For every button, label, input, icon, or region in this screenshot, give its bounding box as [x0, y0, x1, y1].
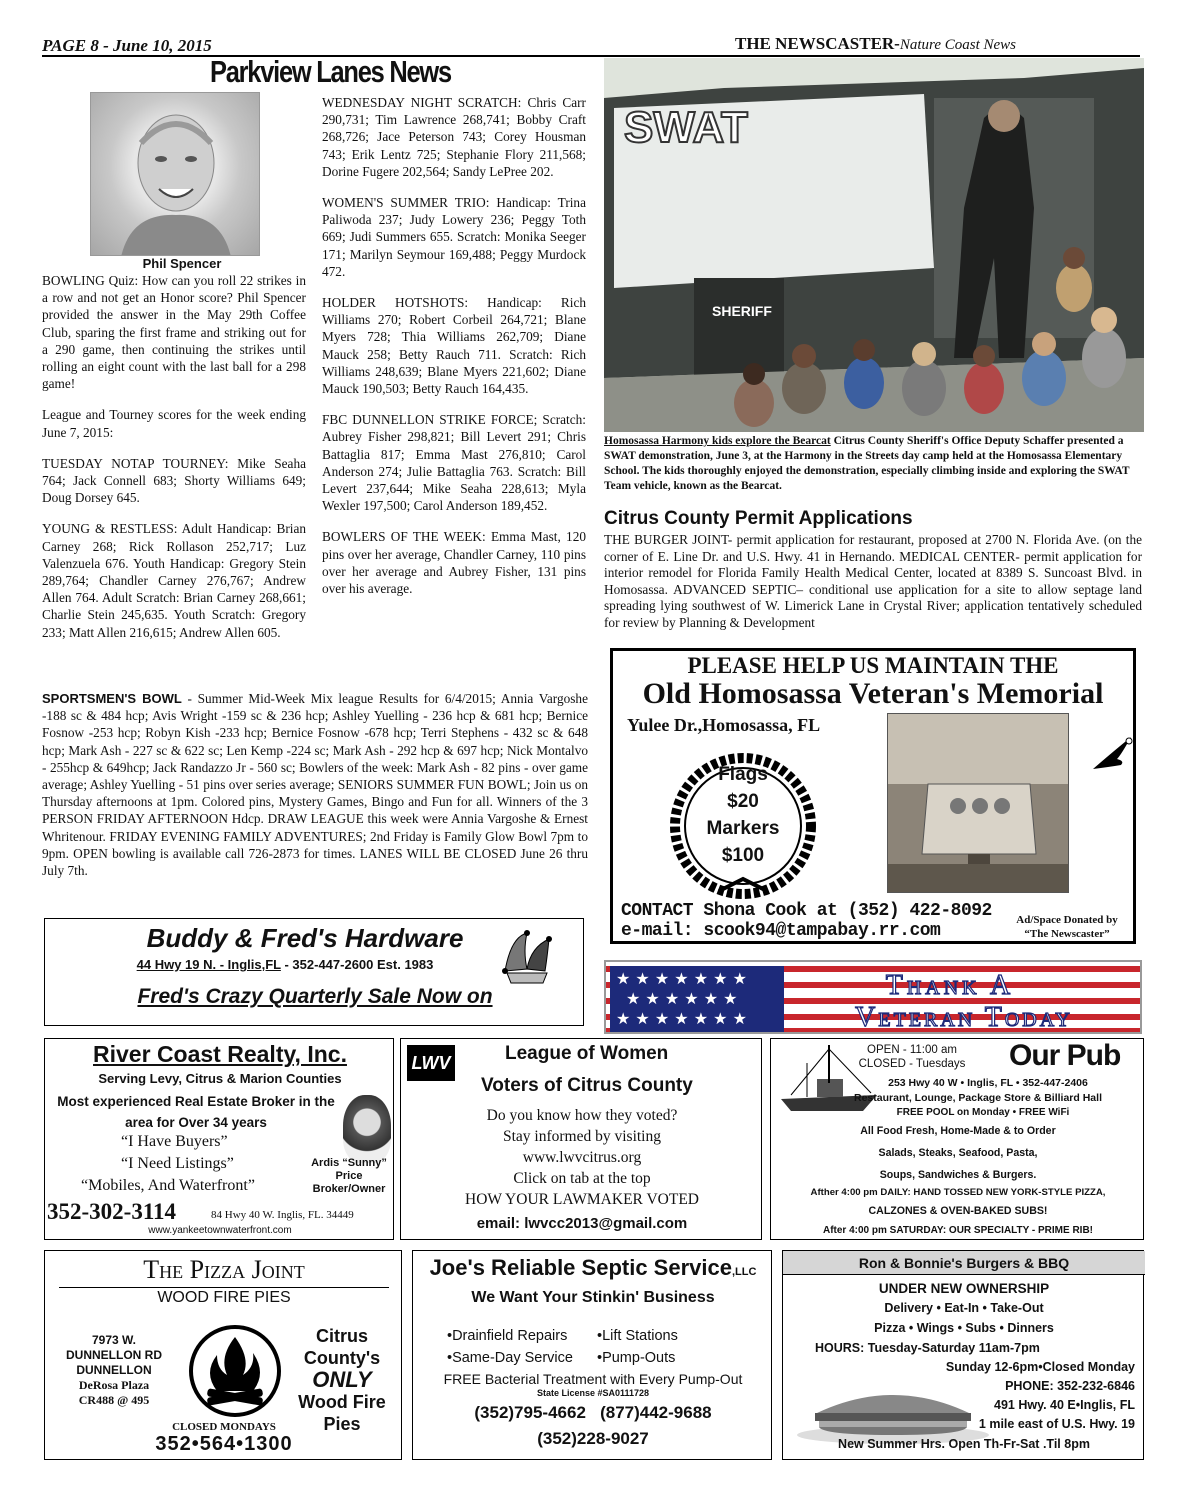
septic-service: •Same-Day Service — [447, 1350, 573, 1366]
hardware-street: 44 Hwy 19 N. - Inglis,FL — [136, 957, 281, 972]
lwv-body — [401, 1105, 763, 1210]
pizza-subtitle: WOOD FIRE PIES — [157, 1289, 291, 1306]
realty-quote: “I Have Buyers” — [121, 1133, 228, 1150]
realty-quote: “Mobiles, And Waterfront” — [81, 1177, 255, 1194]
paragraph: WEDNESDAY NIGHT SCRATCH: Chris Carr 290,731; Tim Lawrence 268,741; Bobby Craft 268,726; Jace Peterson 743; Corey Housman 743; Erik Lentz 725; Stephanie Flory 211,568; Dorine Fugere 202,564; Sandy LePree 202. — [322, 95, 586, 179]
lwv-website: www.lwvcitrus.org — [522, 1149, 642, 1166]
ron-line: Pizza • Wings • Subs • Dinners — [874, 1321, 1054, 1335]
lwv-line: Do you know how they voted? — [486, 1107, 678, 1124]
hardware-title: Buddy & Fred's Hardware — [146, 923, 464, 953]
septic-title — [413, 1255, 773, 1281]
septic-title-text: Joe's Reliable Septic Service — [429, 1255, 732, 1280]
septic-llc: ,LLC — [731, 1266, 757, 1278]
ron-hours: HOURS: Tuesday-Saturday 11am-7pm — [815, 1341, 1040, 1355]
pizza-joint-ad — [44, 1250, 402, 1460]
pub-line: FREE POOL on Monday • FREE WiFi — [896, 1107, 1070, 1118]
memorial-location: Yulee Dr.,Homosassa, FL — [627, 715, 821, 735]
pizza-address-line: DUNNELLON RD — [66, 1348, 162, 1362]
paragraph: League and Tourney scores for the week ending June 7, 2015: — [42, 407, 306, 440]
septic-service: •Pump-Outs — [597, 1350, 676, 1366]
pizza-phone: 352•564•1300 — [155, 1433, 293, 1455]
pub-address: 253 Hwy 40 W • Inglis, FL • 352-447-2406 — [888, 1077, 1088, 1089]
pizza-only-line: Citrus County's — [303, 1326, 381, 1368]
lwv-line: Stay informed by visiting — [502, 1128, 661, 1145]
memorial-title-line2: Old Homosassa Veteran's Memorial — [642, 677, 1104, 710]
bowling-column-1 — [42, 272, 306, 655]
septic-phone: (352)795-4662 — [474, 1403, 586, 1422]
lwv-title-line2: Voters of Citrus County — [481, 1075, 693, 1096]
hardware-address — [65, 957, 505, 972]
hardware-sale: Fred's Crazy Quarterly Sale Now on — [137, 985, 493, 1008]
our-pub-ad — [770, 1038, 1144, 1240]
ron-line: Sunday 12-6pm•Closed Monday — [945, 1360, 1135, 1374]
pub-line: All Food Fresh, Home-Made & to Order — [860, 1125, 1056, 1137]
phil-spencer-photo — [90, 92, 260, 256]
paragraph: FBC DUNNELLON STRIKE FORCE; Scratch: Aubrey Fisher 298,821; Bill Levert 291; Chris Battaglia 817; Emma Mast 276,810; Carol Anderson 274; Julie Battaglia 763. Scratch: Bill Levert 237,644; Mike Seaha 228,613; Myla Wexler 197,500; Carol Anderson 189,452. — [322, 412, 586, 514]
pub-line: CALZONES & OVEN-BAKED SUBS! — [868, 1205, 1048, 1217]
memorial-price-line: Flags — [718, 764, 768, 785]
pub-line: Salads, Steaks, Seafood, Pasta, — [878, 1147, 1038, 1159]
permits-title: Citrus County Permit Applications — [604, 508, 913, 529]
realty-agent: Ardis “Sunny” Price Broker/Owner — [311, 1157, 387, 1195]
paper-subtitle: Nature Coast News — [899, 37, 1016, 53]
paper-title: THE NEWSCASTER- — [735, 34, 900, 53]
memorial-donated: Ad/Space Donated by “The Newscaster” — [1016, 914, 1118, 940]
league-of-women-voters-ad — [400, 1038, 762, 1240]
veterans-memorial-ad — [610, 648, 1136, 944]
realty-title: River Coast Realty, Inc. — [93, 1041, 347, 1067]
pub-open: OPEN - 11:00 am — [867, 1044, 957, 1056]
paragraph: HOLDER HOTSHOTS: Handicap: Rich Williams 270; Robert Corbeil 264,721; Blane Myers 728; Thia Williams 262,709; Diane Mauck 258; Betty Rauch 711. Scratch: Rich Williams 248,639; Blane Myers 221,602; Diane Mauck 190,503; Betty Rauch 164,435. — [322, 295, 586, 397]
ron-line: Delivery • Eat-In • Take-Out — [884, 1301, 1044, 1315]
photo-caption-title: Homosassa Harmony kids explore the Bearcat — [604, 435, 831, 447]
pizza-title: The Pizza Joint — [143, 1255, 305, 1284]
paragraph: WOMEN'S SUMMER TRIO: Handicap: Trina Paliwoda 237; Judy Lowery 236; Peggy Toth 669; Judi Summers 655. Scratch: Monika Seeger 171; Marilyn Seymour 169,488; Peggy Murdock 472. — [322, 195, 586, 279]
memorial-contact-phone: CONTACT Shona Cook at (352) 422-8092 — [621, 901, 992, 921]
ron-address: 491 Hwy. 40 E•Inglis, FL — [994, 1398, 1135, 1412]
lwv-title-line1: League of Women — [505, 1043, 669, 1064]
septic-phone: (352)228-9027 — [537, 1429, 649, 1448]
pizza-address-line: 7973 W. — [91, 1333, 137, 1347]
banner-line1: Thank A — [885, 970, 1015, 1001]
septic-subtitle: We Want Your Stinkin' Business — [471, 1289, 715, 1306]
memorial-photo — [887, 713, 1069, 893]
realty-quote: “I Need Listings” — [121, 1155, 234, 1172]
pizza-rule — [59, 1287, 389, 1288]
vehicle-door-text: SHERIFF — [712, 303, 772, 319]
realty-website: www.yankeetownwaterfront.com — [148, 1225, 292, 1236]
pizza-address — [51, 1333, 177, 1408]
bowling-column-2 — [322, 94, 586, 611]
septic-service: •Drainfield Repairs — [447, 1328, 568, 1344]
burger-icon — [793, 1383, 993, 1445]
banner-line2: Veteran Today — [855, 1002, 1073, 1033]
lwv-line: Click on tab at the top — [513, 1170, 651, 1187]
svg-text:★ ★ ★ ★ ★ ★ ★: ★ ★ ★ ★ ★ ★ ★ — [616, 1009, 747, 1028]
realty-phone: 352-302-3114 — [47, 1199, 177, 1224]
realty-serving: Serving Levy, Citrus & Marion Counties — [98, 1071, 342, 1086]
lwv-logo: LWV — [407, 1045, 455, 1081]
sportsmens-bowl-body: - Summer Mid-Week Mix league Results for 6/4/2015; Annia Vargoshe -188 sc & 484 hcp; Avis Wright -159 sc & 236 hcp; Ashley Yuelling - 236 hcp & 681 hcp; Bernice Fosnow -253 hcp; Robyn Kish -233 hcp; Bernice Fosnow -678 hcp; Terri Stephens - 432 sc & 648 hcp; Mark Ash - 227 sc & 622 sc; Len Kemp -224 sc; Mark Ash - 292 hcp & 697 hcp; Nick Montalvo - 255hcp & 649hcp; Jack Randazzo Jr - 560 sc; Bowlers of the week: Mark Ash - 82 pins - over game average; Ashley Yuelling - 51 pins over series average; SENIORS SUMMER FUN BOWL; Join us on Thursday afternoons at 1pm. Colored pins, Mystery Games, Bingo and Fun for all. Winners of the 3 PERSON FRIDAY AFTERNOON Hdcp. DRAW LEAGUE this week were Annia Vargoshe & Ernest Whritenour. FRIDAY EVENING FAMILY ADVENTURES; 2nd Friday is Family Glow Bowl 7pm to 9pm. OPEN bowling is available call 726-2873 for times. LANES WILL BE CLOSED June 26 thru July 7th. — [42, 691, 588, 879]
ron-line: 1 mile east of U.S. Hwy. 19 — [978, 1417, 1135, 1431]
paragraph: TUESDAY NOTAP TOURNEY: Mike Seaha 764; Jack Connell 683; Shorty Williams 649; Doug Dorsey 645. — [42, 455, 306, 506]
realty-broker-line: Most experienced Real Estate Broker in the area for Over 34 years — [57, 1094, 335, 1130]
lwv-email: email: lwvcc2013@gmail.com — [476, 1215, 688, 1232]
sportsmens-bowl-paragraph — [42, 690, 588, 879]
bowling-title: Parkview Lanes News — [210, 54, 451, 89]
pub-line: After 4:00 pm SATURDAY: OUR SPECIALTY - PRIME RIB! — [822, 1225, 1094, 1236]
septic-services — [447, 1325, 747, 1369]
thank-a-veteran-banner — [604, 960, 1142, 1034]
pizza-closed: CLOSED MONDAYS — [172, 1421, 276, 1433]
pizza-address-line: CR488 @ 495 — [78, 1393, 150, 1407]
septic-service: •Lift Stations — [597, 1328, 678, 1344]
pub-line: Afther 4:00 pm DAILY: HAND TOSSED NEW YORK-STYLE PIZZA, — [810, 1187, 1106, 1198]
ron-bonnie-ad — [782, 1250, 1144, 1460]
svg-text:★ ★ ★ ★ ★ ★: ★ ★ ★ ★ ★ ★ — [626, 989, 738, 1008]
ron-title: Ron & Bonnie's Burgers & BBQ — [783, 1251, 1145, 1275]
joes-septic-ad — [412, 1250, 772, 1460]
memorial-price-line: $100 — [721, 845, 765, 866]
ron-line: UNDER NEW OWNERSHIP — [878, 1281, 1050, 1296]
swat-bearcat-photo — [604, 58, 1144, 432]
realty-address: 84 Hwy 40 W. Inglis, FL. 34449 — [211, 1209, 354, 1221]
pizza-only-line: Wood Fire Pies — [298, 1392, 386, 1434]
pizza-only-line: ONLY — [312, 1367, 372, 1392]
paper-name — [735, 34, 1016, 54]
wood-fire-icon — [187, 1323, 283, 1419]
memorial-title-line1: PLEASE HELP US MAINTAIN THE — [687, 653, 1059, 678]
pub-hours — [847, 1043, 977, 1071]
pizza-address-line: DeRosa Plaza — [78, 1378, 150, 1392]
svg-text:★ ★ ★ ★ ★ ★ ★: ★ ★ ★ ★ ★ ★ ★ — [616, 969, 747, 988]
sportsmens-bowl-lead: SPORTSMEN'S BOWL — [42, 691, 182, 706]
photo-caption: Phil Spencer — [142, 256, 222, 271]
memorial-price-line: $20 — [727, 791, 759, 812]
ron-phone: PHONE: 352-232-6846 — [1005, 1379, 1135, 1393]
memorial-price-line: Markers — [706, 818, 780, 839]
ron-line: New Summer Hrs. Open Th-Fr-Sat .Til 8pm — [838, 1437, 1090, 1451]
paragraph: BOWLERS OF THE WEEK: Emma Mast, 120 pins over her average, Chandler Carney, 110 pins over her average and Aubrey Fisher, 131 pins over his average. — [322, 529, 586, 597]
hardware-ad — [44, 918, 584, 1026]
pizza-only — [283, 1325, 401, 1435]
paragraph: BOWLING Quiz: How can you roll 22 strikes in a row and not get an Honor score? Phil Spencer provided the answer in the May 29th Coffee Club, sparing the first frame and striking out for a 290 game, then continuing the strikes until rolling an eight count with the last ball for a 298 game! — [42, 273, 306, 392]
pub-title: Our Pub — [1009, 1039, 1121, 1072]
header-rule — [42, 55, 1140, 57]
memorial-contact — [621, 901, 992, 941]
septic-phone: (877)442-9688 — [600, 1403, 712, 1422]
pub-closed: CLOSED - Tuesdays — [858, 1058, 966, 1070]
pub-line: Soups, Sandwiches & Burgers. — [879, 1169, 1037, 1181]
vehicle-swat-text: SWAT — [624, 103, 748, 152]
paragraph: YOUNG & RESTLESS: Adult Handicap: Brian Carney 268; Rick Rollason 252,717; Luz Valenzuela 676. Youth Handicap: Gregory Stein 289,764; Chandler Carney 276,767; Andrew Allen 764. Adult Scratch: Brian Carney 268,661; Charlie Stein 245,635. Youth Scratch: Gregory 233; Matt Allen 216,615; Andrew Allen 605. — [42, 521, 306, 640]
photo-caption-body: Citrus County Sheriff's Office Deputy Schaffer presented a SWAT demonstration, June 3, at the Harmony in the Streets day camp held at the Homosassa Elementary School. The kids thoroughly enjoyed the demonstration, especially climbing inside and exploring the SWAT Team vehicle, known as the Bearcat. — [604, 435, 1130, 492]
pizza-address-line: DUNNELLON — [76, 1363, 152, 1377]
memorial-contact-email: e-mail: scook94@tampabay.rr.com — [621, 921, 941, 941]
lwv-line: HOW YOUR LAWMAKER VOTED — [465, 1191, 699, 1208]
photo-caption — [604, 434, 1148, 494]
eagle-icon — [1091, 735, 1135, 775]
pub-line: Restaurant, Lounge, Package Store & Billiard Hall — [854, 1092, 1102, 1104]
memorial-prices — [659, 761, 827, 869]
hardware-phone: - 352-447-2600 Est. 1983 — [280, 957, 434, 972]
permits-body: THE BURGER JOINT- permit application for restaurant, proposed at 2700 N. Florida Ave. (on the corner of E. Line Dr. and U.S. Hwy. 41 in Hernando. MEDICAL CENTER- permit application for interior remodel for Florida Family Health Medical Center, located at 8389 S. Suncoast Blvd. in Homosassa. ADVANCED SEPTIC– conditional use application for a site to allow septage land spreading lying southwest of W. Limerick Lane in Crystal River; application tentatively scheduled for review by Planning & Development — [604, 532, 1142, 630]
septic-phones — [413, 1403, 773, 1423]
septic-license: State License #SA0111728 — [536, 1388, 650, 1398]
agent-photo — [343, 1095, 391, 1163]
river-coast-realty-ad — [44, 1038, 394, 1240]
septic-free-offer: FREE Bacterial Treatment with Every Pump-Out — [443, 1371, 743, 1387]
jester-hat-icon — [497, 927, 557, 987]
page-label: PAGE 8 - June 10, 2015 — [42, 36, 212, 55]
